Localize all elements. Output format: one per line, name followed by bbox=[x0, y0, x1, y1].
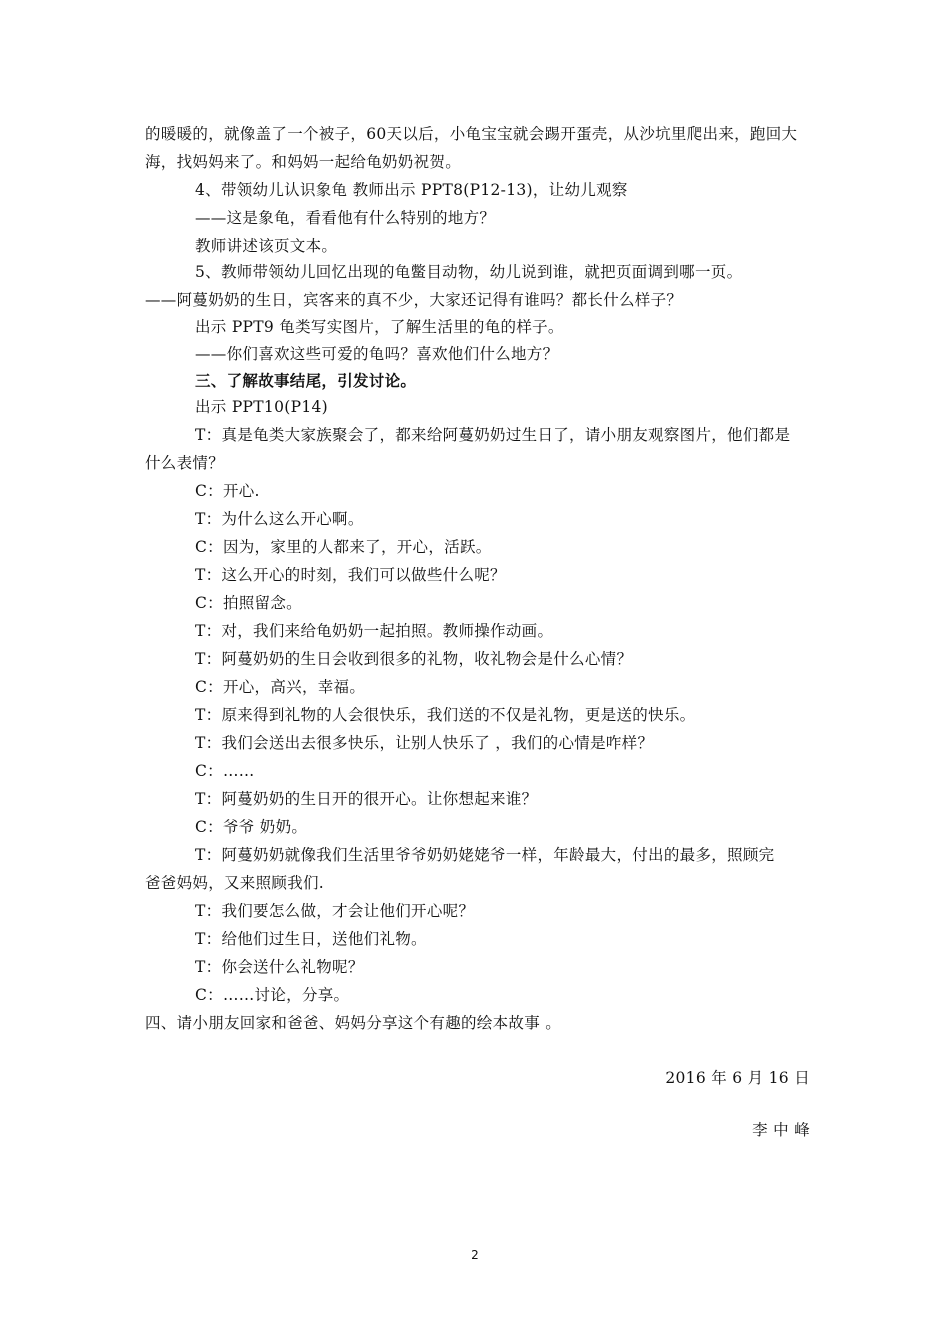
text-line: T：阿蔓奶奶就像我们生活里爷爷奶奶姥姥爷一样，年龄最大，付出的最多，照顾完 bbox=[195, 846, 775, 864]
text-line: C：因为，家里的人都来了，开心，活跃。 bbox=[195, 538, 492, 556]
text-line: C：…… bbox=[195, 762, 255, 780]
text-line: 海，找妈妈来了。和妈妈一起给龟奶奶祝贺。 bbox=[145, 153, 462, 171]
text-line: ——你们喜欢这些可爱的龟吗？喜欢他们什么地方？ bbox=[195, 345, 559, 363]
text-line: T：为什么这么开心啊。 bbox=[195, 510, 364, 528]
text-line: T：阿蔓奶奶的生日开的很开心。让你想起来谁？ bbox=[195, 790, 538, 808]
section-heading: 三、了解故事结尾，引发讨论。 bbox=[195, 371, 417, 390]
text-line: T：给他们过生日，送他们礼物。 bbox=[195, 930, 427, 948]
text-line: T：我们会送出去很多快乐，让别人快乐了 ，我们的心情是咋样？ bbox=[195, 734, 654, 752]
text-line: T：对，我们来给龟奶奶一起拍照。教师操作动画。 bbox=[195, 622, 554, 640]
text-line: T：阿蔓奶奶的生日会收到很多的礼物，收礼物会是什么心情？ bbox=[195, 650, 633, 668]
page-number: 2 bbox=[471, 1248, 479, 1262]
text-line: ——阿蔓奶奶的生日，宾客来的真不少，大家还记得有谁吗？都长什么样子？ bbox=[145, 291, 683, 309]
text-line: C：……讨论，分享。 bbox=[195, 986, 350, 1004]
text-line: 5、教师带领幼儿回忆出现的龟鳖目动物，幼儿说到谁，就把页面调到哪一页。 bbox=[195, 263, 743, 281]
text-line: 什么表情？ bbox=[145, 454, 225, 472]
text-line: 的暖暖的，就像盖了一个被子，60天以后，小龟宝宝就会踢开蛋壳，从沙坑里爬出来，跑回大 bbox=[145, 125, 798, 143]
text-line: C：拍照留念。 bbox=[195, 594, 302, 612]
author-name: 李 中 峰 bbox=[752, 1121, 810, 1139]
text-line: C：开心. bbox=[195, 482, 260, 500]
text-line: T：真是龟类大家族聚会了，都来给阿蔓奶奶过生日了，请小朋友观察图片，他们都是 bbox=[195, 426, 791, 444]
text-line: T：这么开心的时刻，我们可以做些什么呢？ bbox=[195, 566, 506, 584]
text-line: 教师讲述该页文本。 bbox=[195, 237, 338, 255]
text-line: T：原来得到礼物的人会很快乐，我们送的不仅是礼物，更是送的快乐。 bbox=[195, 706, 696, 724]
text-line: 爸爸妈妈，又来照顾我们. bbox=[145, 874, 325, 892]
text-line: 4、带领幼儿认识象龟 教师出示 PPT8(P12-13)，让幼儿观察 bbox=[195, 181, 628, 199]
text-line: T：我们要怎么做，才会让他们开心呢？ bbox=[195, 902, 475, 920]
text-line: C：爷爷 奶奶。 bbox=[195, 818, 308, 836]
text-line: C：开心，高兴，幸福。 bbox=[195, 678, 366, 696]
text-line: ——这是象龟，看看他有什么特别的地方？ bbox=[195, 209, 496, 227]
text-line: 出示 PPT9 龟类写实图片，了解生活里的龟的样子。 bbox=[195, 318, 564, 336]
text-line: 四、请小朋友回家和爸爸、妈妈分享这个有趣的绘本故事 。 bbox=[145, 1014, 562, 1032]
text-line: 出示 PPT10(P14) bbox=[195, 398, 328, 416]
text-line: T：你会送什么礼物呢？ bbox=[195, 958, 364, 976]
document-date: 2016 年 6 月 16 日 bbox=[665, 1069, 810, 1087]
